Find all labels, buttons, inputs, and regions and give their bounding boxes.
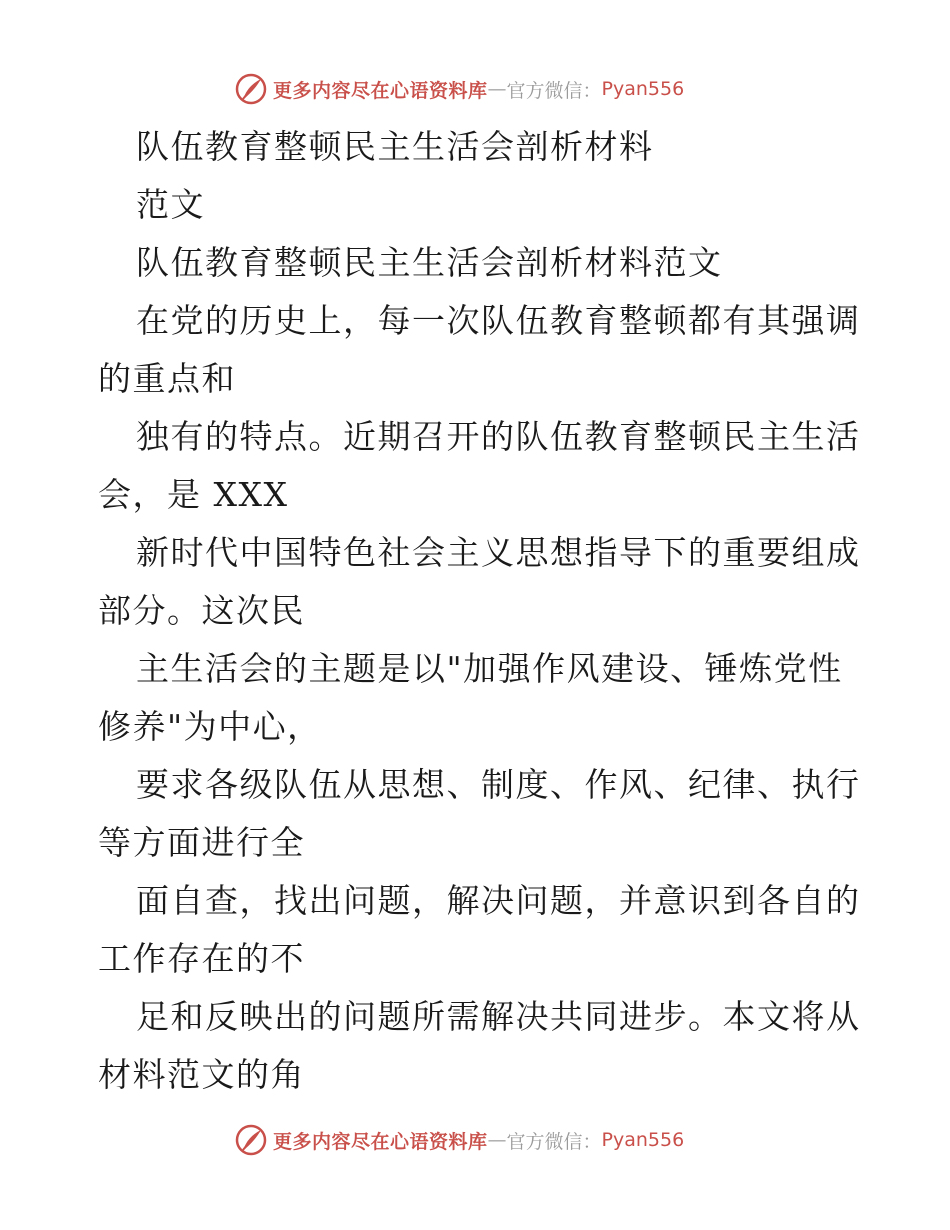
watermark-id: Pyan556 — [601, 1129, 685, 1151]
watermark-id: Pyan556 — [601, 78, 685, 100]
footer-watermark — [235, 1123, 684, 1157]
watermark-dash: — — [487, 1129, 507, 1151]
text-line: 会，是 XXX — [98, 475, 289, 514]
text-line: 材料范文的角 — [98, 1055, 305, 1094]
text-line: 主生活会的主题是以"加强作风建设、锤炼党性 — [136, 649, 843, 688]
text-line: 要求各级队伍从思想、制度、作风、纪律、执行 — [136, 765, 861, 804]
text-line: 队伍教育整顿民主生活会剖析材料 — [136, 127, 654, 166]
watermark-label: 官方微信： — [506, 79, 602, 102]
text-line: 等方面进行全 — [98, 823, 305, 862]
watermark-dash: — — [487, 78, 507, 100]
watermark-label: 官方微信： — [506, 1130, 602, 1153]
text-line: 队伍教育整顿民主生活会剖析材料范文 — [136, 243, 723, 282]
text-line: 修养"为中心， — [98, 707, 322, 746]
watermark-text: 更多内容尽在心语资料库 — [273, 1130, 488, 1153]
document-body — [98, 118, 861, 1104]
text-line: 部分。这次民 — [98, 591, 305, 630]
quill-logo-icon — [235, 73, 267, 105]
text-line: 范文 — [136, 185, 205, 224]
quill-logo-icon — [235, 1124, 267, 1156]
text-line: 独有的特点。近期召开的队伍教育整顿民主生活 — [136, 417, 861, 456]
text-line: 新时代中国特色社会主义思想指导下的重要组成 — [136, 533, 861, 572]
text-line: 面自查，找出问题，解决问题，并意识到各自的 — [136, 881, 861, 920]
watermark-text: 更多内容尽在心语资料库 — [273, 79, 488, 102]
text-line: 在党的历史上，每一次队伍教育整顿都有其强调 — [136, 301, 861, 340]
text-line: 足和反映出的问题所需解决共同进步。本文将从 — [136, 997, 861, 1036]
text-line: 工作存在的不 — [98, 939, 305, 978]
header-watermark — [235, 72, 684, 106]
text-line: 的重点和 — [98, 359, 236, 398]
